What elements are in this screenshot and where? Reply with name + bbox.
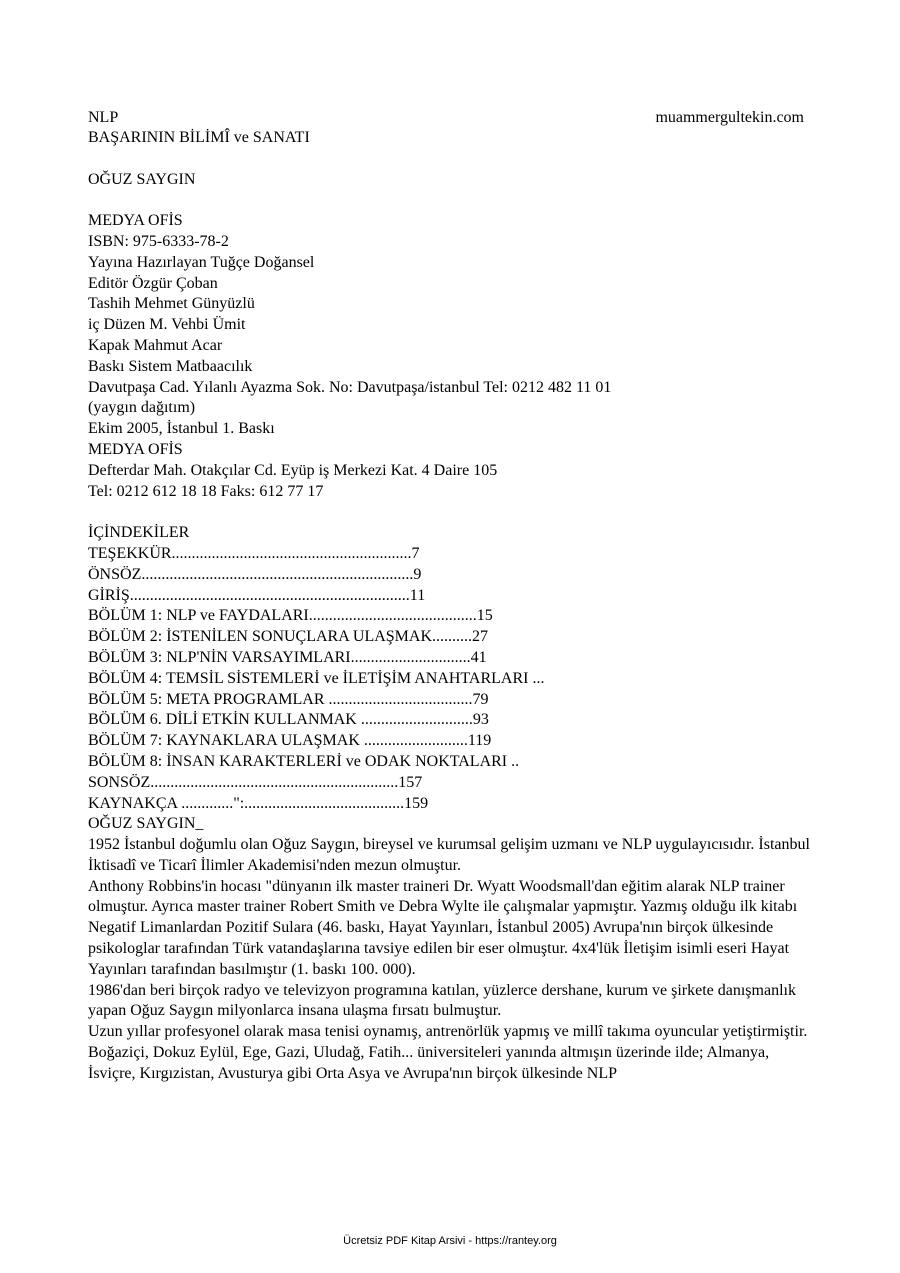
toc-entry: SONSÖZ..............................................................157 — [88, 773, 423, 791]
publication-line: Davutpaşa Cad. Yılanlı Ayazma Sok. No: Davutpaşa/istanbul Tel: 0212 482 11 01 — [88, 378, 612, 396]
publication-info — [88, 211, 818, 502]
footer-source-note: Ücretsiz PDF Kitap Arsivi - https://rantey.org — [343, 1235, 557, 1247]
header-topic: NLP — [88, 109, 119, 126]
publication-line: Yayına Hazırlayan Tuğçe Doğansel — [88, 253, 315, 271]
toc-entry: BÖLÜM 4: TEMSİL SİSTEMLERİ ve İLETİŞİM ANAHTARLARI ... — [88, 669, 545, 687]
toc-entry: BÖLÜM 8: İNSAN KARAKTERLERİ ve ODAK NOKTALARI .. — [88, 752, 520, 770]
header-website: muammergultekin.com — [655, 109, 804, 126]
toc-entry: BÖLÜM 1: NLP ve FAYDALARI..........................................15 — [88, 607, 493, 625]
publication-line: Baskı Sistem Matbaacılık — [88, 357, 253, 375]
publication-line: Editör Özgür Çoban — [88, 274, 218, 292]
spacer — [88, 149, 818, 170]
bio-paragraph: 1986'dan beri birçok radyo ve televizyon programına katılan, yüzlerce dershane, kurum ve şirkete danışmanlık yapan Oğuz Saygın milyonlarca insana ulaşma fırsatı bulmuştur. — [88, 981, 796, 1020]
toc-entry: BÖLÜM 2: İSTENİLEN SONUÇLARA ULAŞMAK..........27 — [88, 628, 489, 646]
publication-line: MEDYA OFİS — [88, 212, 183, 230]
publication-line: MEDYA OFİS — [88, 440, 183, 458]
toc-entry: BÖLÜM 6. DİLİ ETKİN KULLANMAK ............................93 — [88, 711, 489, 729]
bio-paragraph: Anthony Robbins'in hocası "dünyanın ilk master traineri Dr. Wyatt Woodsmall'dan eğitim alarak NLP trainer olmuştur. Ayrıca master trainer Robert Smith ve Debra Wylte ile çalışmalar yapmıştır. Yazmış olduğu ilk kitabı Negatif Limanlardan Pozitif Sulara (46. baskı, Hayat Yayınları, İstanbul 2005) Avrupa'nın birçok ülkesinde psikologlar tarafından Türk vatandaşlarına tavsiye edilen bir eser olmuştur. 4x4'lük İletişim isimli eseri Hayat Yayınları tarafından basılmıştır (1. baskı 100. 000). — [88, 877, 798, 978]
bio-heading: OĞUZ SAYGIN_ — [88, 815, 204, 833]
spacer — [88, 502, 818, 523]
toc-entry: GİRİŞ......................................................................11 — [88, 586, 426, 604]
bio-paragraph: Uzun yıllar profesyonel olarak masa tenisi oynamış, antrenörlük yapmış ve millî takıma oyuncular yetiştirmiştir. — [88, 1023, 808, 1041]
bio-paragraph: 1952 İstanbul doğumlu olan Oğuz Saygın, bireysel ve kurumsal gelişim uzmanı ve NLP uygulayıcısıdır. İstanbul İktisadî ve Ticarî İlimler Akademisi'nden mezun olmuştur. — [88, 836, 810, 874]
publication-line: Defterdar Mah. Otakçılar Cd. Eyüp iş Merkezi Kat. 4 Daire 105 — [88, 461, 498, 479]
publication-line: (yaygın dağıtım) — [88, 399, 196, 417]
toc-entry: TEŞEKKÜR............................................................7 — [88, 544, 420, 562]
toc-entry: BÖLÜM 7: KAYNAKLARA ULAŞMAK ..........................119 — [88, 732, 492, 750]
publication-line: ISBN: 975-6333-78-2 — [88, 232, 229, 250]
toc-entry: BÖLÜM 5: META PROGRAMLAR ....................................79 — [88, 690, 489, 708]
table-of-contents — [88, 523, 818, 814]
toc-entry: KAYNAKÇA .............":........................................159 — [88, 794, 429, 812]
bio-paragraph: Boğaziçi, Dokuz Eylül, Ege, Gazi, Uludağ, Fatih... üniversiteleri yanında altmışın üzerinde ilde; Almanya, İsviçre, Kırgızistan, Avusturya gibi Orta Asya ve Avrupa'nın birçok ülkesinde NLP — [88, 1044, 770, 1082]
author-biography — [88, 814, 818, 1084]
publication-line: Tel: 0212 612 18 18 Faks: 612 77 17 — [88, 482, 324, 500]
toc-entry: BÖLÜM 3: NLP'NİN VARSAYIMLARI..............................41 — [88, 648, 487, 666]
page-content — [88, 128, 818, 1085]
spacer — [88, 190, 818, 211]
publication-line: Kapak Mahmut Acar — [88, 336, 223, 354]
publication-line: iç Düzen M. Vehbi Ümit — [88, 316, 246, 334]
book-author: OĞUZ SAYGIN — [88, 170, 196, 188]
publication-line: Ekim 2005, İstanbul 1. Baskı — [88, 420, 275, 438]
publication-line: Tashih Mehmet Günyüzlü — [88, 295, 255, 313]
toc-entry: ÖNSÖZ....................................................................9 — [88, 565, 422, 583]
book-title: BAŞARININ BİLİMÎ ve SANATI — [88, 129, 310, 146]
toc-heading: İÇİNDEKİLER — [88, 524, 190, 542]
